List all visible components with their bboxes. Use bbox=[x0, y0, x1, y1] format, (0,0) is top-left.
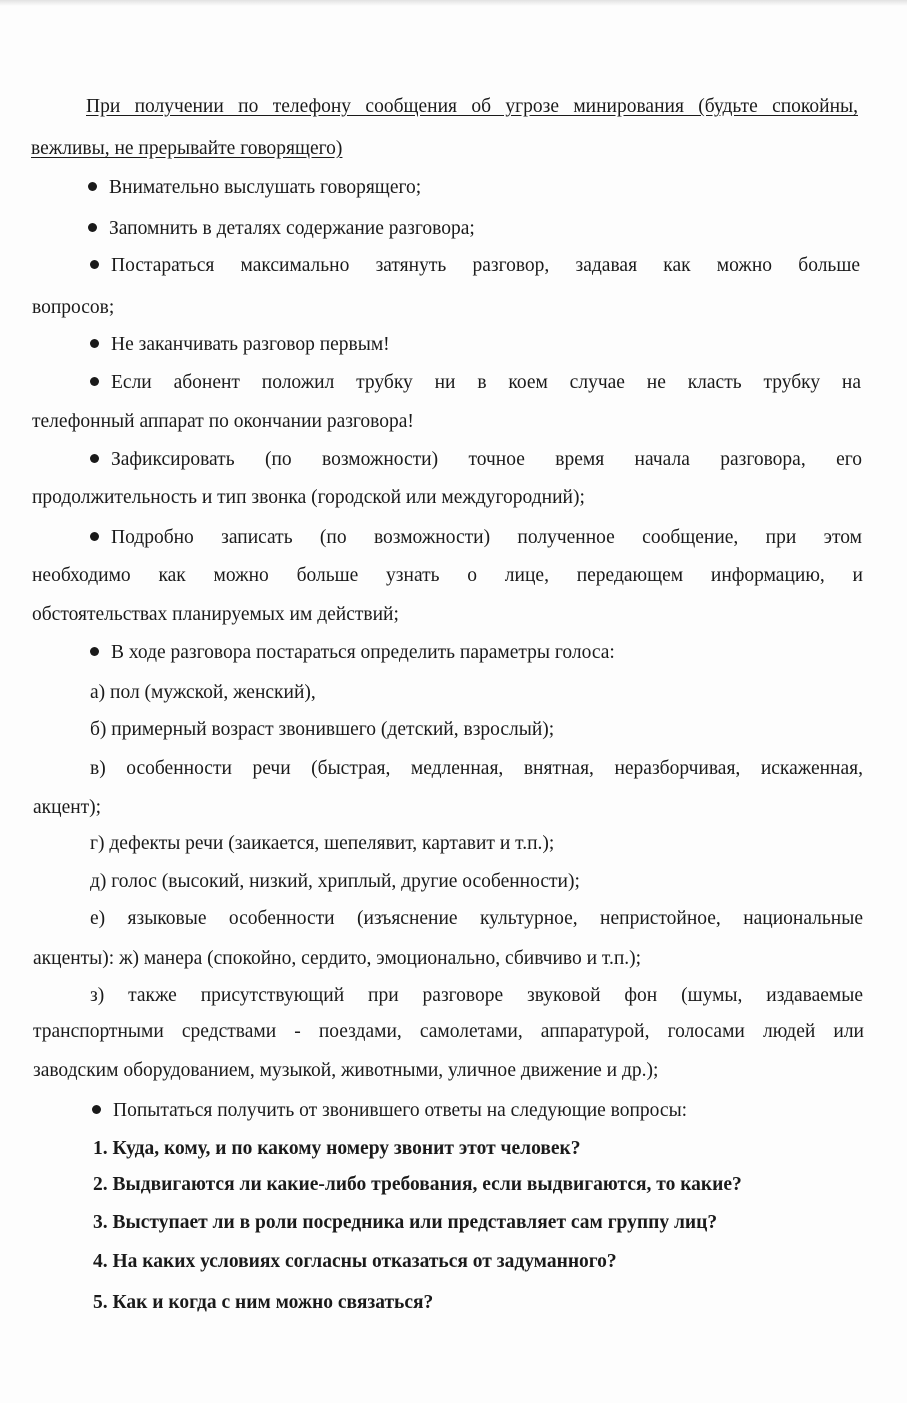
bullet-continuation: телефонный аппарат по окончании разговора! bbox=[32, 411, 414, 432]
question-1: 1. Куда, кому, и по какому номеру звонит этот человек? bbox=[93, 1138, 581, 1159]
voice-param-g: г) дефекты речи (заикается, шепелявит, картавит и т.п.); bbox=[90, 833, 555, 854]
bullet-icon bbox=[92, 1105, 101, 1114]
question-3: 3. Выступает ли в роли посредника или представляет сам группу лиц? bbox=[93, 1212, 718, 1233]
bullet-icon bbox=[90, 260, 99, 269]
bullet-text: Не заканчивать разговор первым! bbox=[111, 334, 390, 355]
bullet-icon bbox=[90, 647, 99, 656]
bullet-item bbox=[90, 332, 907, 358]
voice-param-e-cont: акценты): ж) манера (спокойно, сердито, эмоционально, сбивчиво и т.п.); bbox=[33, 948, 642, 969]
bullet-item bbox=[90, 447, 862, 473]
voice-param-z: з) также присутствующий при разговоре звуковой фон (шумы, издаваемые bbox=[90, 985, 863, 1006]
scan-edge bbox=[0, 0, 907, 6]
bullet-text: Внимательно выслушать говорящего; bbox=[109, 177, 422, 198]
bullet-item bbox=[90, 253, 860, 279]
voice-param-d: д) голос (высокий, низкий, хриплый, другие особенности); bbox=[90, 871, 580, 892]
title-line-1: При получении по телефону сообщения об угрозе минирования (будьте спокойны, bbox=[86, 96, 858, 117]
voice-param-z-cont: заводским оборудованием, музыкой, животными, уличное движение и др.); bbox=[33, 1060, 659, 1081]
bullet-text: Постараться максимально затянуть разговор, задавая как можно больше bbox=[111, 255, 860, 276]
bullet-text: Если абонент положил трубку ни в коем случае не класть трубку на bbox=[111, 372, 861, 393]
bullet-continuation: обстоятельствах планируемых им действий; bbox=[32, 604, 399, 625]
voice-param-z-cont: транспортными средствами - поездами, самолетами, аппаратурой, голосами людей или bbox=[33, 1021, 864, 1042]
question-2: 2. Выдвигаются ли какие-либо требования, если выдвигаются, то какие? bbox=[93, 1174, 742, 1195]
question-4: 4. На каких условиях согласны отказаться от задуманного? bbox=[93, 1251, 617, 1272]
voice-param-v: в) особенности речи (быстрая, медленная, внятная, неразборчивая, искаженная, bbox=[90, 758, 863, 779]
bullet-text: Попытаться получить от звонившего ответы на следующие вопросы: bbox=[113, 1100, 688, 1121]
bullet-icon bbox=[90, 454, 99, 463]
bullet-text: Зафиксировать (по возможности) точное время начала разговора, его bbox=[111, 449, 862, 470]
bullet-item bbox=[88, 216, 907, 242]
bullet-item bbox=[90, 370, 861, 396]
voice-param-e: е) языковые особенности (изъяснение культурное, непристойное, национальные bbox=[90, 908, 863, 929]
bullet-item bbox=[88, 175, 907, 201]
bullet-item bbox=[90, 525, 862, 551]
bullet-text: Запомнить в деталях содержание разговора; bbox=[109, 218, 475, 239]
bullet-continuation: продолжительность и тип звонка (городской или междугородний); bbox=[32, 487, 585, 508]
title-line-2: вежливы, не прерывайте говорящего) bbox=[31, 138, 343, 159]
voice-param-b: б) примерный возраст звонившего (детский, взрослый); bbox=[90, 719, 555, 740]
voice-param-v-cont: акцент); bbox=[33, 797, 102, 818]
bullet-continuation: необходимо как можно больше узнать о лице, передающем информацию, и bbox=[32, 565, 863, 586]
bullet-icon bbox=[90, 532, 99, 541]
bullet-icon bbox=[88, 223, 97, 232]
bullet-icon bbox=[88, 182, 97, 191]
bullet-icon bbox=[90, 339, 99, 348]
voice-param-a: а) пол (мужской, женский), bbox=[90, 682, 316, 703]
bullet-item bbox=[92, 1098, 907, 1124]
bullet-continuation: вопросов; bbox=[32, 297, 115, 318]
bullet-icon bbox=[90, 377, 99, 386]
question-5: 5. Как и когда с ним можно связаться? bbox=[93, 1292, 434, 1313]
bullet-text: Подробно записать (по возможности) полученное сообщение, при этом bbox=[111, 527, 862, 548]
bullet-item bbox=[90, 640, 907, 666]
bullet-text: В ходе разговора постараться определить параметры голоса: bbox=[111, 642, 615, 663]
